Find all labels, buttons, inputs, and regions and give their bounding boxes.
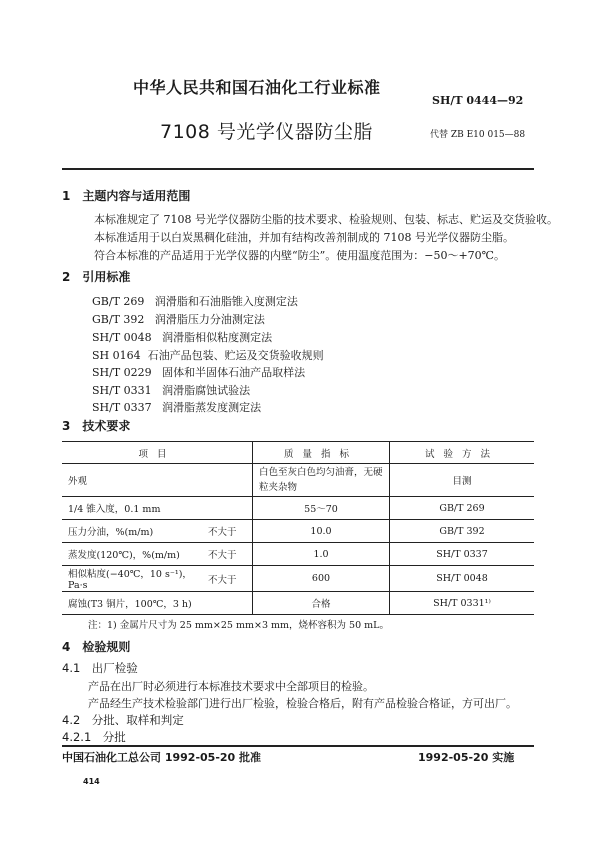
cell-method: SH/T 0048 (390, 566, 535, 592)
reference-title: 润滑脂和石油脂锥入度测定法 (154, 295, 298, 308)
column-header-item: 项目 (62, 442, 253, 464)
column-header-test-method: 试验方法 (390, 442, 535, 464)
table-row (62, 543, 534, 566)
section-4-2-heading: 4.2 分批、取样和判定 (62, 713, 184, 727)
reference-item (92, 293, 298, 309)
section-1-paragraph: 本标准规定了 7108 号光学仪器防尘脂的技术要求、检验规则、包装、标志、贮运及交货验收。 (94, 213, 558, 226)
cell-limit: 不大于 (204, 543, 253, 566)
reference-code: GB/T 392 (92, 313, 145, 326)
section-3-heading: 3 技术要求 (62, 419, 131, 433)
table-header-row (62, 442, 534, 464)
cell-value: 1.0 (253, 543, 390, 566)
section-4-heading: 4 检验规则 (62, 640, 131, 654)
standard-code: SH/T 0444—92 (432, 94, 524, 107)
org-title: 中华人民共和国石油化工行业标准 (133, 78, 381, 97)
technical-requirements-table (62, 441, 534, 615)
reference-title: 润滑脂腐蚀试验法 (162, 384, 251, 397)
section-1-paragraph: 本标准适用于以白炭黑稠化硅油，并加有结构改善剂制成的 7108 号光学仪器防尘脂。 (94, 231, 514, 244)
reference-item (92, 347, 324, 363)
cell-item: 相似粘度(−40℃，10 s⁻¹)，Pa·s (62, 566, 204, 592)
reference-code: SH/T 0229 (92, 366, 152, 379)
table-row (62, 520, 534, 543)
cell-method: SH/T 0337 (390, 543, 535, 566)
reference-item (92, 329, 272, 345)
cell-method: GB/T 392 (390, 520, 535, 543)
approval-statement: 中国石油化工总公司 1992-05-20 批准 (62, 751, 262, 764)
replaces-standard: 代替 ZB E10 015—88 (430, 130, 526, 140)
reference-code: SH/T 0048 (92, 331, 152, 344)
reference-item (92, 311, 265, 327)
cell-value: 10.0 (253, 520, 390, 543)
cell-limit: 不大于 (204, 566, 253, 592)
cell-value: 合格 (253, 592, 390, 615)
section-2-heading: 2 引用标准 (62, 270, 131, 284)
implementation-date: 1992-05-20 实施 (418, 751, 515, 764)
table-row (62, 464, 534, 497)
column-header-quality-index: 质量指标 (253, 442, 390, 464)
cell-item: 压力分油，%(m/m) (62, 520, 204, 543)
cell-item: 外观 (62, 464, 204, 497)
table-footnote: 注：1) 金属片尺寸为 25 mm×25 mm×3 mm，烧杯容积为 50 mL。 (88, 620, 389, 631)
section-4-1-paragraph: 产品经生产技术检验部门进行出厂检验，检验合格后，附有产品检验合格证，方可出厂。 (88, 697, 517, 710)
document-title: 7108 号光学仪器防尘脂 (160, 121, 373, 143)
table-row (62, 566, 534, 592)
cell-limit: 不大于 (204, 520, 253, 543)
reference-title: 润滑脂相似粘度测定法 (162, 331, 273, 344)
reference-code: GB/T 269 (92, 295, 145, 308)
reference-title: 润滑脂蒸发度测定法 (162, 401, 262, 414)
reference-title: 石油产品包装、贮运及交货验收规则 (147, 349, 324, 362)
cell-item: 蒸发度(120℃)，%(m/m) (62, 543, 204, 566)
cell-value: 55～70 (253, 497, 390, 520)
section-4-1-paragraph: 产品在出厂时必须进行本标准技术要求中全部项目的检验。 (88, 680, 374, 693)
header-rule (62, 168, 534, 170)
page-number: 414 (83, 777, 100, 786)
section-1-paragraph: 符合本标准的产品适用于光学仪器的内壁“防尘”。使用温度范围为：−50～+70℃。 (94, 249, 505, 262)
cell-limit (204, 497, 253, 520)
table-row (62, 592, 534, 615)
section-4-2-1-heading: 4.2.1 分批 (62, 730, 126, 744)
reference-item (92, 364, 305, 380)
reference-code: SH/T 0331 (92, 384, 152, 397)
section-1-heading: 1 主题内容与适用范围 (62, 189, 191, 203)
footer-rule (62, 745, 534, 747)
cell-method: GB/T 269 (390, 497, 535, 520)
cell-value: 600 (253, 566, 390, 592)
cell-method: 目测 (390, 464, 535, 497)
cell-limit (204, 464, 253, 497)
table-row (62, 497, 534, 520)
reference-code: SH/T 0337 (92, 401, 152, 414)
cell-method: SH/T 0331¹⁾ (390, 592, 535, 615)
reference-item (92, 382, 250, 398)
cell-value: 白色至灰白色均匀油膏，无硬粒夹杂物 (253, 464, 390, 497)
cell-item: 腐蚀(T3 铜片，100℃，3 h) (62, 592, 204, 615)
section-4-1-heading: 4.1 出厂检验 (62, 661, 138, 675)
reference-title: 润滑脂压力分油测定法 (154, 313, 265, 326)
cell-limit (204, 592, 253, 615)
cell-item: 1/4 锥入度，0.1 mm (62, 497, 204, 520)
reference-title: 固体和半固体石油产品取样法 (162, 366, 306, 379)
reference-code: SH 0164 (92, 349, 141, 362)
reference-item (92, 399, 261, 415)
